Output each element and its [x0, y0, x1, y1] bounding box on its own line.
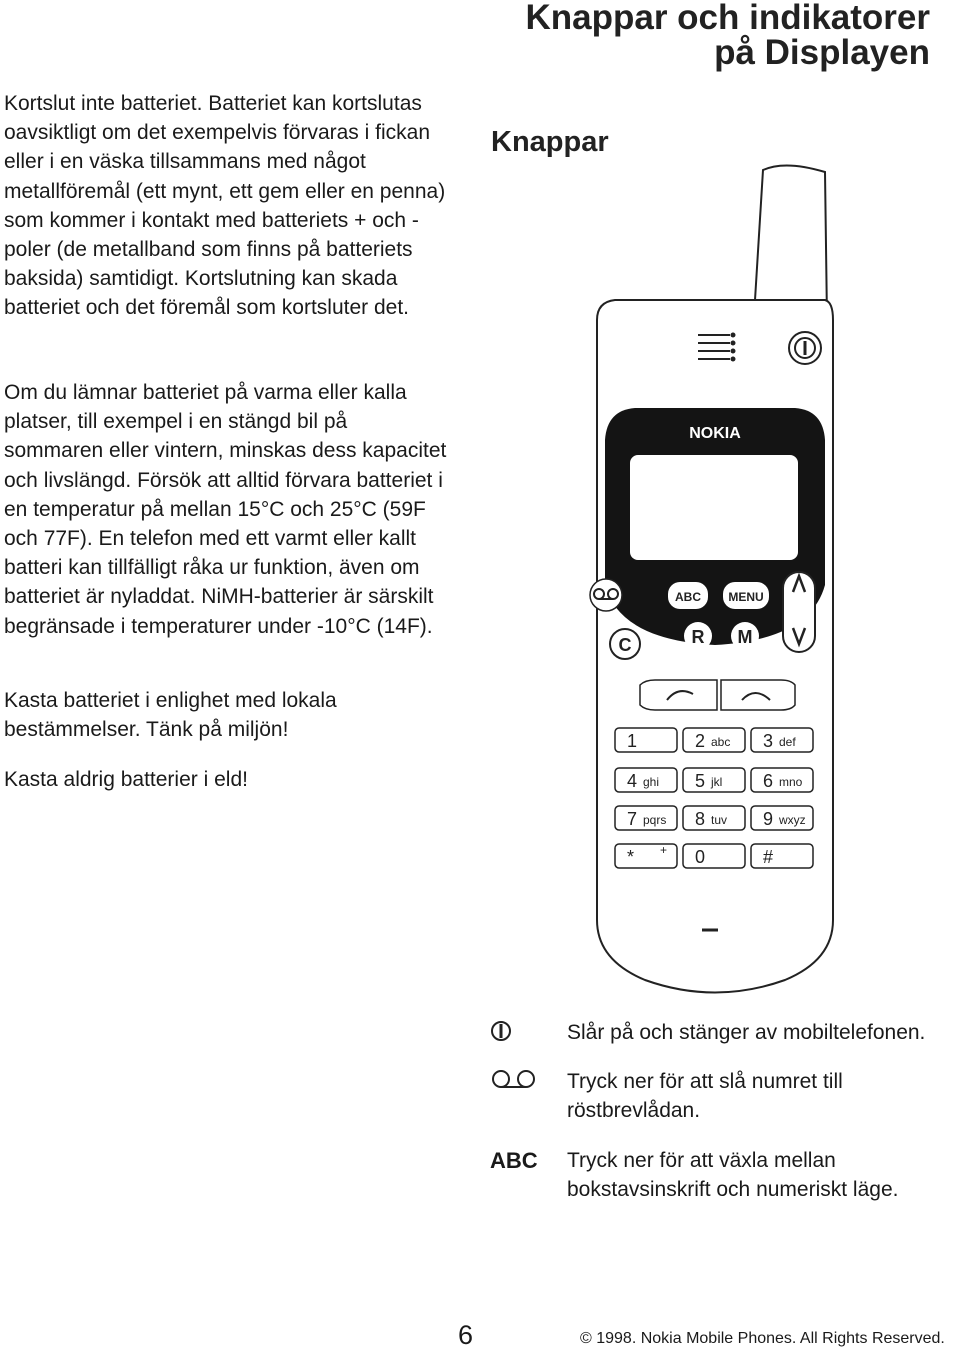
keypad-key-number: 6: [763, 771, 774, 791]
keypad-key-letters: tuv: [711, 813, 728, 827]
power-button-icon: [789, 332, 821, 364]
keypad-key-number: 9: [763, 809, 774, 829]
keypad-key-letters: jkl: [711, 775, 723, 789]
r-key-label: R: [691, 627, 705, 647]
lcd-screen: [630, 455, 798, 560]
keypad-key-number: 0: [695, 847, 706, 867]
keypad-key-number: #: [763, 847, 774, 867]
paragraph-fire-warning: Kasta aldrig batterier i eld!: [4, 768, 248, 791]
call-key: [640, 680, 717, 710]
legend-text: Slår på och stänger av mobiltelefonen.: [567, 1021, 926, 1044]
keypad-key[interactable]: [615, 844, 677, 868]
subheading-knappar: Knappar: [491, 126, 609, 158]
legend-text: Tryck ner för att växla mellan bokstavsinskrift och numeriskt läge.: [567, 1149, 899, 1201]
keypad-key-number: 4: [627, 771, 638, 791]
end-key: [721, 680, 795, 710]
m-key-label: M: [737, 627, 753, 647]
keypad-key-letters: +: [660, 843, 668, 857]
abc-key-label: ABC: [675, 590, 701, 604]
voicemail-icon: [490, 1067, 550, 1105]
abc-symbol: ABC: [490, 1148, 538, 1173]
voicemail-button-icon: [590, 579, 622, 611]
c-key-label: C: [618, 635, 632, 655]
keypad-key-letters: abc: [711, 735, 731, 749]
keypad-key-number: 3: [763, 731, 774, 751]
page-number: 6: [458, 1320, 474, 1350]
paragraph-short-circuit: Kortslut inte batteriet. Batteriet kan kortslutas oavsiktligt om det exempelvis förvaras i fickan eller i en väska tillsammans med något metallföremål (ett mynt, ett gem eller en penna) som kommer i kontakt med batteriets + och - poler (de metallband som finns på batteriets baksida) samtidigt. Kortslutning kan skada batteriet och det föremål som kortsluter det.: [4, 92, 446, 320]
keypad-key-number: 2: [695, 731, 706, 751]
page-title: [460, 0, 930, 70]
page-title-line2: på Displayen: [714, 33, 930, 72]
antenna: [755, 165, 827, 320]
keypad-key[interactable]: [683, 844, 745, 868]
paragraph-disposal: Kasta batteriet i enlighet med lokala bestämmelser. Tänk på miljön!: [4, 689, 337, 742]
keypad-key-letters: wxyz: [779, 813, 806, 827]
keypad-key-number: 5: [695, 771, 706, 791]
paragraph-temperature: Om du lämnar batteriet på varma eller kalla platser, till exempel i en stängd bil på sommaren eller vintern, minskas dess kapacitet och livslängd. Försök att alltid förvara batteriet i en temperatur på mellan 15°C och 25°C (59F och 77F). En telefon med ett varmt eller kallt batteri kan tillfälligt råka ur funktion, även om batteriet är nyladdat. NiMH-batterier är särskilt begränsade i temperaturer under -10°C (14F).: [4, 381, 447, 638]
brand-logo: NOKIA: [689, 425, 741, 442]
phone-illustration: [585, 160, 845, 1010]
phone-drawing: [585, 160, 845, 1010]
keypad-key-letters: def: [779, 735, 796, 749]
keypad-key-number: *: [627, 847, 635, 867]
keypad-key-letters: ghi: [643, 775, 660, 789]
keypad-key[interactable]: [615, 728, 677, 752]
power-icon: [490, 1018, 550, 1056]
keypad-key[interactable]: [751, 844, 813, 868]
legend-text: Tryck ner för att slå numret till röstbrevlådan.: [567, 1070, 843, 1122]
scroll-keys: [783, 572, 815, 652]
keypad-key-letters: pqrs: [643, 813, 667, 827]
keypad-key-number: 8: [695, 809, 706, 829]
keypad-key-number: 7: [627, 809, 638, 829]
keypad-key-number: 1: [627, 731, 638, 751]
menu-key-label: MENU: [728, 590, 764, 604]
copyright-notice: © 1998. Nokia Mobile Phones. All Rights Reserved.: [580, 1330, 945, 1347]
keypad-key-letters: mno: [779, 775, 803, 789]
page-title-line1: Knappar och indikatorer: [525, 0, 930, 37]
